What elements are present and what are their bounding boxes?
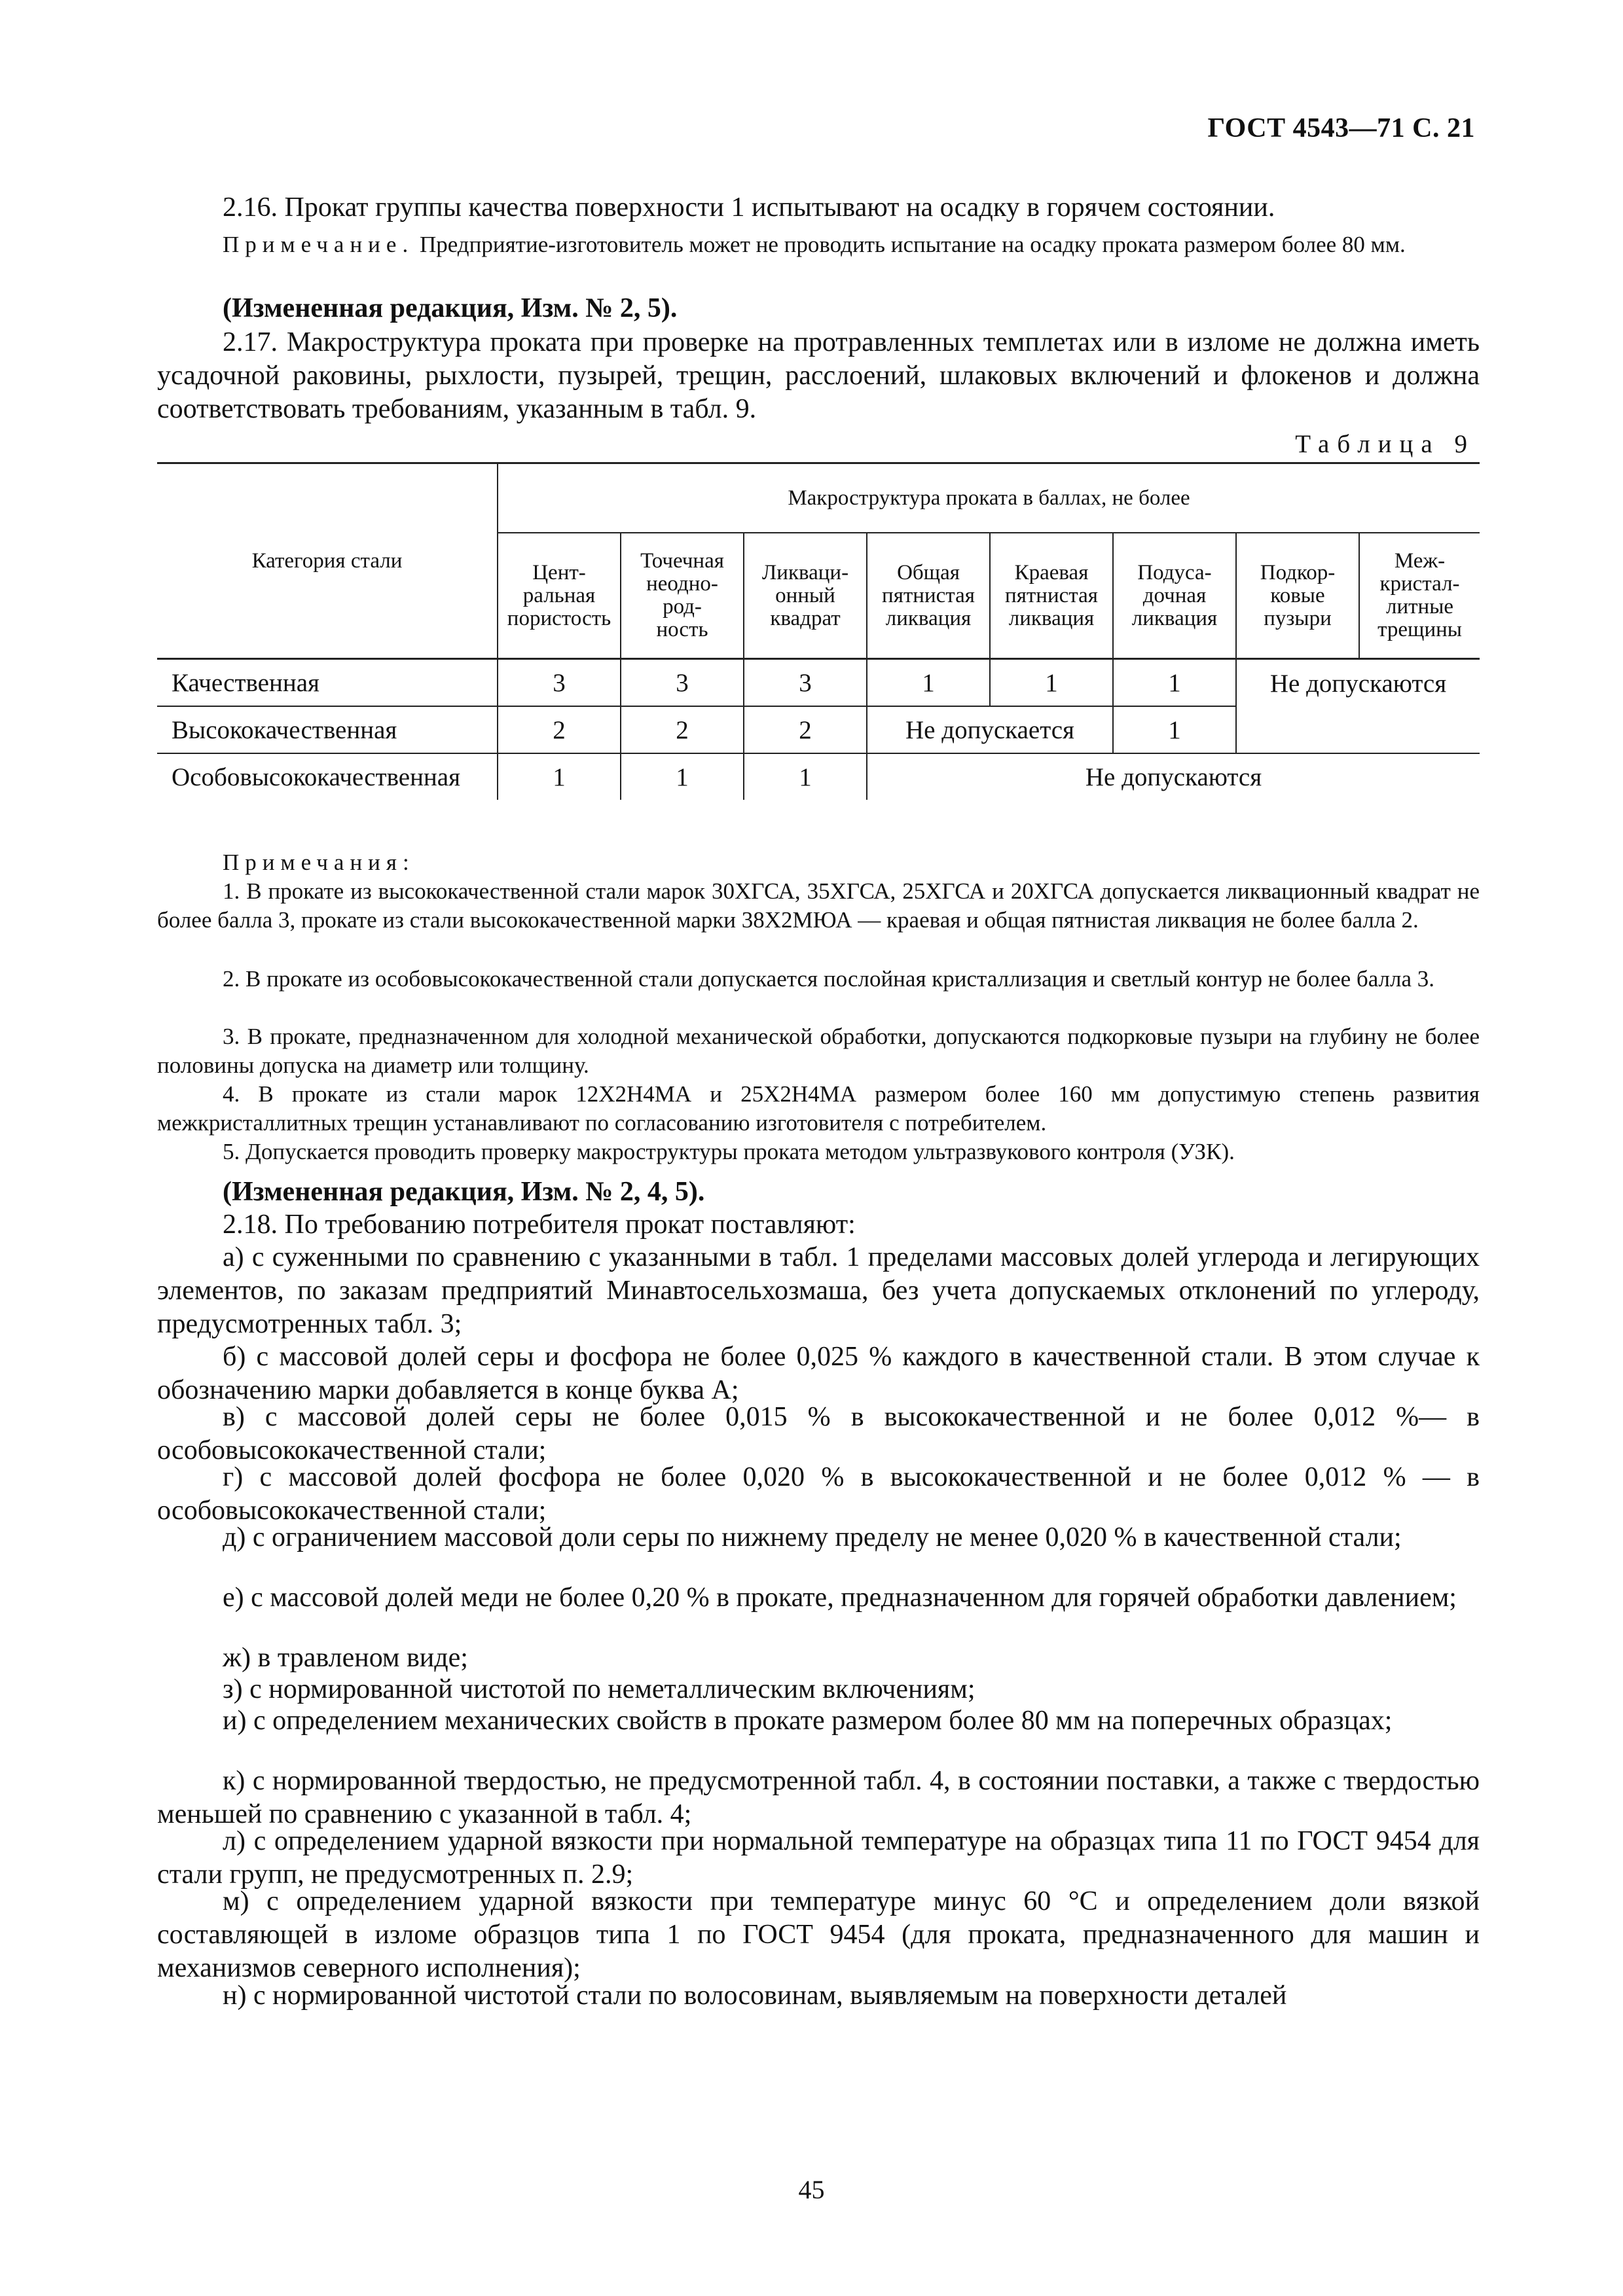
header-group: Макроструктура проката в баллах, не более [498,463,1480,533]
row-1-val-4: 1 [867,659,990,707]
row-3-val-2: 1 [621,753,744,800]
row-2-merged: Не допускается [867,706,1113,753]
header-col-2: Точечная неодно- род- ность [621,533,744,659]
item-zh: ж) в травленом виде; [223,1643,468,1673]
row-3-category: Особовысококачественная [157,753,498,800]
header-col-6: Подуса- дочная ликвация [1113,533,1236,659]
row-2-category: Высококачественная [157,706,498,753]
note-text: Предприятие-изготовитель может не проводить испытание на осадку проката размером более 80 мм. [414,232,1406,257]
note-item-2: 2. В прокате из особовысококачественной стали допускается послойная кристаллизация и светлый контур не более балла 3. [223,966,1435,992]
header-col-3: Ликваци- онный квадрат [744,533,867,659]
row-3-val-3: 1 [744,753,867,800]
note-2-16 [157,230,1480,259]
header-col-8: Меж- кристал- литные трещины [1359,533,1480,659]
header-col-4: Общая пятнистая ликвация [867,533,990,659]
item-i: и) с определением механических свойств в прокате размером более 80 мм на поперечных образцах; [223,1706,1393,1736]
row-1-merged: Не допускаются [1236,659,1480,754]
row-1-val-5: 1 [990,659,1113,707]
header-col-1: Цент- ральная пористость [498,533,621,659]
row-1-category: Качественная [157,659,498,707]
row-1-val-2: 3 [621,659,744,707]
row-1-val-3: 3 [744,659,867,707]
page-header: ГОСТ 4543—71 С. 21 [1207,113,1475,143]
paragraph-2-16: 2.16. Прокат группы качества поверхности 1 испытывают на осадку в горячем состоянии. [223,192,1275,223]
row-1-val-1: 3 [498,659,621,707]
row-2-val-3: 2 [744,706,867,753]
table-9 [157,462,1480,800]
edit-note-1: (Измененная редакция, Изм. № 2, 5). [223,293,678,323]
note-label: Примечание. [223,232,414,257]
item-b: б) с массовой долей серы и фосфора не более 0,025 % каждого в качественной стали. В этом случае к обозначению марки добавляется в конце буква А; [157,1342,1480,1405]
paragraph-2-18: 2.18. По требованию потребителя прокат поставляют: [223,1210,856,1240]
item-a: а) с суженными по сравнению с указанными в табл. 1 пределами массовых долей углерода и легирующих элементов, по заказам предприятий Минавтосельхозмаша, без учета допускаемых отклонений по углероду, предусмотренных табл. 3; [157,1242,1480,1339]
row-1-val-6: 1 [1113,659,1236,707]
item-d: д) с ограничением массовой доли серы по нижнему пределу не менее 0,020 % в качественной стали; [223,1522,1402,1552]
row-2-val-2: 2 [621,706,744,753]
header-col-7: Подкор- ковые пузыри [1236,533,1359,659]
note-item-3: 3. В прокате, предназначенном для холодной механической обработки, допускаются подкорковые пузыри на глубину не более половины допуска на диаметр или толщину. [157,1024,1480,1078]
note-item-1: 1. В прокате из высококачественной стали марок 30ХГСА, 35ХГСА, 25ХГСА и 20ХГСА допускается ликвационный квадрат не более балла 3, прокате из стали высококачественной марки 38Х2МЮА — краевая и общая пятнистая ликвация не более балла 2. [157,878,1480,933]
item-v: в) с массовой долей серы не более 0,015 % в высококачественной и не более 0,012 %— в особовысококачественной стали; [157,1402,1480,1465]
row-2-val-6: 1 [1113,706,1236,753]
row-3-val-1: 1 [498,753,621,800]
paragraph-2-17: 2.17. Макроструктура проката при проверке на протравленных темплетах или в изломе не должна иметь усадочной раковины, рыхлости, пузырей, трещин, расслоений, шлаковых включений и флокенов и должна соответствовать требованиям, указанным в табл. 9. [157,327,1480,424]
row-2-val-1: 2 [498,706,621,753]
page-number: 45 [798,2175,825,2204]
item-n: н) с нормированной чистотой стали по волосовинам, выявляемым на поверхности деталей [223,1981,1287,2011]
edit-note-2: (Измененная редакция, Изм. № 2, 4, 5). [223,1177,705,1207]
row-3-merged: Не допускаются [867,753,1480,800]
item-m: м) с определением ударной вязкости при температуре минус 60 °С и определением доли вязкой составляющей в изломе образцов типа 1 по ГОСТ 9454 (для проката, предназначенного для машин и механизмов северного исполнения); [157,1886,1480,1983]
item-e: е) с массовой долей меди не более 0,20 % в прокате, предназначенном для горячей обработки давлением; [223,1583,1457,1613]
item-g: г) с массовой долей фосфора не более 0,020 % в высококачественной и не более 0,012 % — в особовысококачественной стали; [157,1462,1480,1526]
table-caption: Таблица 9 [1295,430,1475,458]
note-item-5: 5. Допускается проводить проверку макроструктуры проката методом ультразвукового контроля (УЗК). [223,1139,1235,1164]
item-z: з) с нормированной чистотой по неметаллическим включениям; [223,1674,976,1704]
item-k: к) с нормированной твердостью, не предусмотренной табл. 4, в состоянии поставки, а также с твердостью меньшей по сравнению с указанной в табл. 4; [157,1766,1480,1829]
header-category: Категория стали [157,463,498,659]
notes-label: Примечания: [223,850,415,875]
header-col-5: Краевая пятнистая ликвация [990,533,1113,659]
item-l: л) с определением ударной вязкости при нормальной температуре на образцах типа 11 по ГОСТ 9454 для стали групп, не предусмотренных п. 2.9; [157,1826,1480,1890]
note-item-4: 4. В прокате из стали марок 12Х2Н4МА и 25Х2Н4МА размером более 160 мм допустимую степень развития межкристаллитных трещин устанавливают по согласованию изготовителя с потребителем. [157,1081,1480,1136]
